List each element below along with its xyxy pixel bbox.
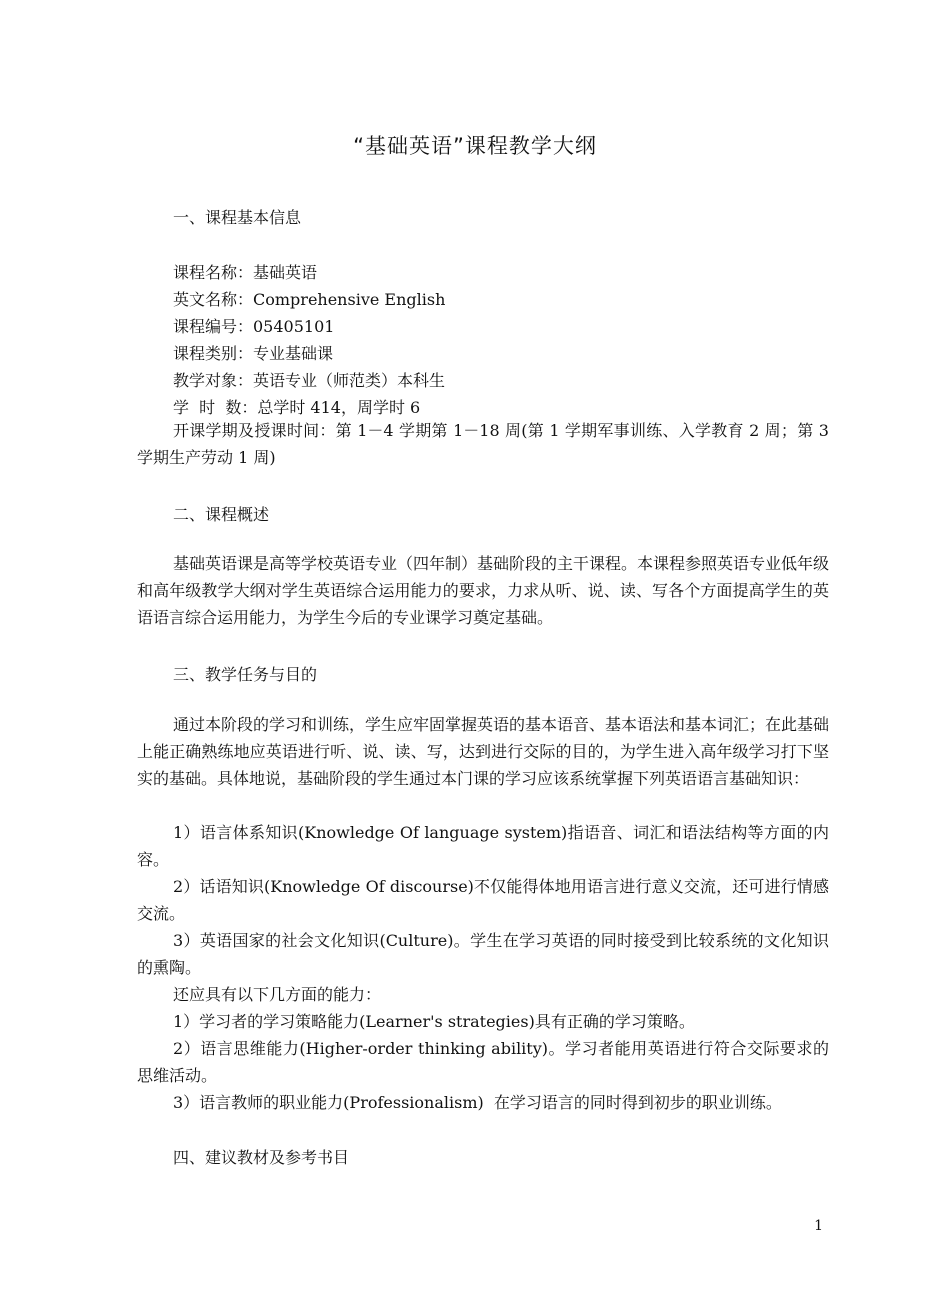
purpose-intro-paragraph: 通过本阶段的学习和训练，学生应牢固掌握英语的基本语音、基本语法和基本词汇；在此基础上能正确熟练地应英语进行听、说、读、写，达到进行交际的目的，为学生进入高年级学习打下坚实的基础。具体地说，基础阶段的学生通过本门课的学习应该系统掌握下列英语语言基础知识： <box>137 715 830 788</box>
ability-item-1: 1）学习者的学习策略能力(Learner's strategies)具有正确的学习策略。 <box>173 1012 695 1031</box>
ability-item-2: 2）语言思维能力(Higher-order thinking ability)。学习者能用英语进行符合交际要求的思维活动。 <box>137 1039 829 1085</box>
course-hours: 学 时 数：总学时 414，周学时 6 <box>173 398 421 417</box>
course-schedule: 开课学期及授课时间：第 1－4 学期第 1－18 周(第 1 学期军事训练、入学教育 2 周；第 3 学期生产劳动 1 周) <box>137 421 829 467</box>
section-heading-basic-info: 一、课程基本信息 <box>173 208 302 227</box>
page-number: 1 <box>814 1218 823 1234</box>
course-name: 课程名称：基础英语 <box>173 263 318 282</box>
document-title: “基础英语”课程教学大纲 <box>353 134 597 158</box>
knowledge-item-3: 3）英语国家的社会文化知识(Culture)。学生在学习英语的同时接受到比较系统的文化知识的熏陶。 <box>137 931 829 977</box>
ability-item-3: 3）语言教师的职业能力(Professionalism) 在学习语言的同时得到初步的职业训练。 <box>173 1093 782 1112</box>
overview-paragraph: 基础英语课是高等学校英语专业（四年制）基础阶段的主干课程。本课程参照英语专业低年级和高年级教学大纲对学生英语综合运用能力的要求，力求从听、说、读、写各个方面提高学生的英语语言综合运用能力，为学生今后的专业课学习奠定基础。 <box>137 554 830 627</box>
course-category: 课程类别：专业基础课 <box>173 344 334 363</box>
knowledge-item-1: 1）语言体系知识(Knowledge Of language system)指语音、词汇和语法结构等方面的内容。 <box>137 823 829 869</box>
section-heading-overview: 二、课程概述 <box>173 505 270 524</box>
abilities-intro: 还应具有以下几方面的能力： <box>173 985 382 1004</box>
section-heading-purpose: 三、教学任务与目的 <box>173 665 318 684</box>
knowledge-item-2: 2）话语知识(Knowledge Of discourse)不仅能得体地用语言进行意义交流，还可进行情感交流。 <box>137 877 829 923</box>
course-target: 教学对象：英语专业（师范类）本科生 <box>173 371 446 390</box>
course-english-name: 英文名称：Comprehensive English <box>173 290 446 309</box>
course-code: 课程编号：05405101 <box>173 317 335 336</box>
section-heading-textbooks: 四、建议教材及参考书目 <box>173 1148 350 1167</box>
